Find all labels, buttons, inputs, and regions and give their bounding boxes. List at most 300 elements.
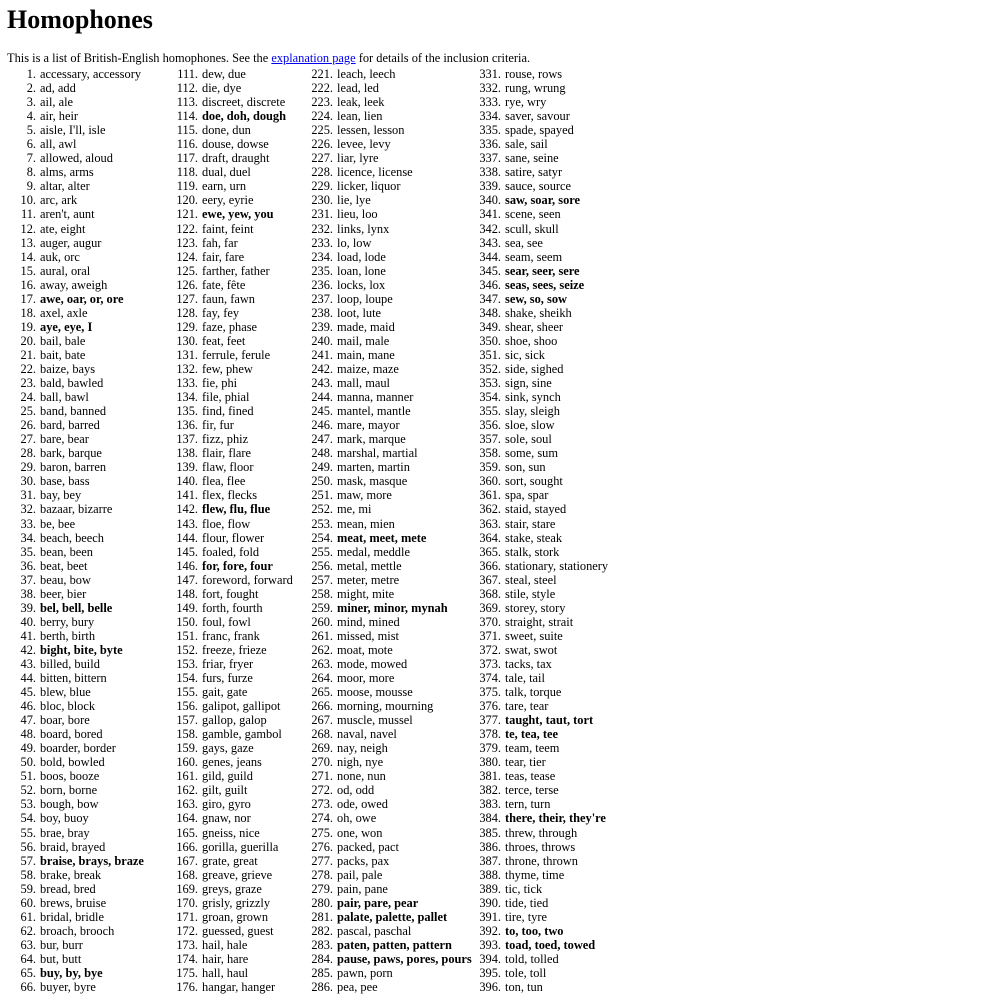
entry-number: 339. [479,179,501,194]
entry-number: 282. [311,923,333,938]
homophone-entry [0,432,144,446]
entry-number: 342. [479,221,501,236]
homophone-entry [304,502,472,516]
entry-number: 139. [176,460,198,475]
homophone-entry [0,292,144,306]
entry-words: gays, gaze [202,741,254,756]
entry-number: 126. [176,277,198,292]
homophone-entry [0,769,144,783]
entry-number: 154. [176,671,198,686]
entry-number: 280. [311,895,333,910]
entry-number: 13. [20,235,36,250]
homophone-entry [0,966,144,980]
homophone-entry [0,278,144,292]
homophone-entry [171,952,293,966]
entry-number: 285. [311,966,333,980]
entry-words: sear, seer, sere [505,263,580,278]
entry-words: oh, owe [337,811,377,826]
homophone-entry [474,67,608,81]
homophone-entry [0,222,144,236]
entry-number: 236. [311,277,333,292]
homophone-entry [474,95,608,109]
entry-words: brake, break [40,867,102,882]
entry-words: ton, tun [505,980,543,995]
entry-number: 381. [479,769,501,784]
entry-words: straight, strait [505,614,574,629]
entry-number: 52. [20,783,36,798]
entry-words: buy, by, bye [40,966,103,980]
homophone-entry [474,460,608,474]
intro-text-after: for details of the inclusion criteria. [355,51,531,65]
entry-words: stile, style [505,586,556,601]
homophone-entry [304,601,472,615]
entry-number: 334. [479,109,501,124]
homophone-entry [304,882,472,896]
entry-number: 347. [479,291,501,306]
entry-words: braise, brays, braze [40,853,144,868]
homophone-entry [171,938,293,952]
homophone-entry [0,207,144,221]
entry-words: rung, wrung [505,81,566,96]
homophone-entry [474,811,608,825]
entry-number: 161. [176,769,198,784]
homophone-entry [304,474,472,488]
entry-words: aye, eye, I [40,319,93,334]
homophone-entry [0,446,144,460]
entry-number: 132. [176,361,198,376]
entry-words: lo, low [337,235,372,250]
homophone-entry [0,376,144,390]
homophone-entry [474,545,608,559]
entry-words: swat, swot [505,642,558,657]
homophone-entry [171,123,293,137]
entry-words: genes, jeans [202,755,262,770]
entry-words: gamble, gambol [202,727,282,742]
entry-words: muscle, mussel [337,713,413,728]
entry-number: 20. [20,333,36,348]
entry-words: for, fore, four [202,558,273,573]
entry-words: bazaar, bizarre [40,502,113,517]
entry-number: 223. [311,95,333,110]
homophone-entry [474,222,608,236]
homophone-entry [474,713,608,727]
homophone-entry [304,488,472,502]
entry-words: band, banned [40,404,107,419]
entry-words: throes, throws [505,839,576,854]
entry-words: shoe, shoo [505,333,558,348]
entry-number: 35. [20,544,36,559]
entry-words: beau, bow [40,572,91,587]
entry-words: be, bee [40,516,76,531]
homophone-entry [304,966,472,980]
entry-words: bald, bawled [40,376,104,391]
entry-number: 383. [479,797,501,812]
homophone-entry [474,601,608,615]
explanation-page-link[interactable]: explanation page [271,51,356,65]
homophone-entry [0,615,144,629]
entry-words: metal, mettle [337,558,402,573]
entry-words: bridal, bridle [40,909,104,924]
entry-words: berth, birth [40,628,96,643]
entry-words: freeze, frieze [202,642,267,657]
homophone-entry [304,545,472,559]
entry-words: od, odd [337,783,375,798]
homophone-entry [304,278,472,292]
homophone-entry [304,699,472,713]
entry-number: 239. [311,319,333,334]
entry-words: tacks, tax [505,656,552,671]
entry-words: boos, booze [40,769,100,784]
entry-words: fair, fare [202,249,245,264]
homophone-entry [171,207,293,221]
entry-number: 56. [20,839,36,854]
entry-words: load, lode [337,249,386,264]
entry-number: 127. [176,291,198,306]
homophone-entry [474,362,608,376]
entry-words: gneiss, nice [202,825,260,840]
homophone-entry [304,137,472,151]
entry-number: 354. [479,390,501,405]
homophone-entry [171,137,293,151]
entry-number: 392. [479,923,501,938]
entry-number: 111. [177,67,198,81]
homophone-entry [171,980,293,994]
entry-number: 50. [20,755,36,770]
entry-number: 47. [20,713,36,728]
entry-words: bark, barque [40,446,102,461]
entry-words: flex, flecks [202,488,258,503]
entry-number: 366. [479,558,501,573]
entry-words: satire, satyr [505,165,563,180]
homophone-entry [304,797,472,811]
entry-number: 66. [20,980,36,995]
entry-number: 7. [26,151,36,166]
homophone-entry [304,657,472,671]
entry-number: 237. [311,291,333,306]
entry-number: 168. [176,867,198,882]
homophone-entry [171,587,293,601]
entry-words: fate, fête [202,277,246,292]
entry-number: 36. [20,558,36,573]
homophone-entry [304,109,472,123]
entry-words: sort, sought [505,474,563,489]
entry-words: earn, urn [202,179,247,194]
entry-number: 233. [311,235,333,250]
homophone-entry [0,545,144,559]
entry-words: find, fined [202,404,254,419]
entry-words: alms, arms [40,165,94,180]
entry-number: 380. [479,755,501,770]
entry-number: 170. [176,895,198,910]
entry-number: 55. [20,825,36,840]
homophone-entry [304,222,472,236]
entry-words: lessen, lesson [337,123,405,138]
entry-words: lieu, loo [337,207,378,222]
entry-words: blew, blue [40,685,91,700]
homophone-entry [474,390,608,404]
entry-words: shake, sheikh [505,305,572,320]
entry-words: boarder, border [40,741,116,756]
entry-number: 232. [311,221,333,236]
entry-words: sloe, slow [505,418,555,433]
entry-number: 116. [176,137,198,152]
entry-number: 61. [20,909,36,924]
entry-number: 174. [176,951,198,966]
entry-words: eery, eyrie [202,193,254,208]
homophone-entry [474,404,608,418]
entry-words: bloc, block [40,699,96,714]
entry-number: 39. [20,600,36,615]
entry-number: 227. [311,151,333,166]
entry-number: 24. [20,390,36,405]
homophone-entry [474,699,608,713]
homophone-entry [171,840,293,854]
homophone-entry [0,306,144,320]
entry-words: tide, tied [505,895,549,910]
homophone-entry [171,474,293,488]
entry-number: 130. [176,333,198,348]
entry-number: 44. [20,671,36,686]
entry-number: 22. [20,361,36,376]
homophone-entry [474,938,608,952]
entry-number: 374. [479,671,501,686]
homophone-entry [0,151,144,165]
entry-words: pain, pane [337,881,388,896]
entry-number: 249. [311,460,333,475]
entry-number: 17. [20,291,36,306]
homophone-entry [304,685,472,699]
entry-words: main, mane [337,347,395,362]
homophone-entry [171,109,293,123]
entry-number: 43. [20,656,36,671]
homophone-entry [474,980,608,994]
entry-number: 34. [20,530,36,545]
entry-number: 141. [176,488,198,503]
entry-number: 270. [311,755,333,770]
homophone-entry [0,727,144,741]
homophone-entry [0,362,144,376]
entry-words: galipot, gallipot [202,699,281,714]
entry-words: bail, bale [40,333,86,348]
homophone-entry [171,924,293,938]
entry-words: discreet, discrete [202,95,286,110]
entry-number: 119. [176,179,198,194]
homophone-entry [474,769,608,783]
homophone-entry [0,573,144,587]
entry-number: 31. [20,488,36,503]
entry-number: 2. [26,81,36,96]
homophone-entry [171,390,293,404]
homophone-entry [171,713,293,727]
entry-words: nigh, nye [337,755,384,770]
entry-words: threw, through [505,825,578,840]
homophone-entry [171,488,293,502]
entry-number: 46. [20,699,36,714]
homophone-entry [474,657,608,671]
entry-words: paten, patten, pattern [337,937,452,952]
entry-words: hair, hare [202,951,249,966]
entry-words: foreword, forward [202,572,293,587]
homophone-entry [171,727,293,741]
entry-number: 238. [311,305,333,320]
entry-words: saw, soar, sore [505,193,581,208]
entry-number: 389. [479,881,501,896]
entry-words: te, tea, tee [505,727,558,742]
entry-words: meat, meet, mete [337,530,427,545]
homophone-entry [171,868,293,882]
homophone-entry [171,193,293,207]
entry-number: 18. [20,305,36,320]
entry-words: fort, fought [202,586,259,601]
entry-words: mode, mowed [337,656,408,671]
homophone-entry [0,783,144,797]
homophone-entry [474,376,608,390]
entry-words: braid, brayed [40,839,106,854]
entry-number: 382. [479,783,501,798]
entry-words: fizz, phiz [202,432,249,447]
homophone-entry [474,488,608,502]
homophone-entry [304,713,472,727]
entry-number: 343. [479,235,501,250]
entry-words: gnaw, nor [202,811,251,826]
entry-number: 360. [479,474,501,489]
homophone-entry [0,980,144,994]
entry-number: 153. [176,656,198,671]
entry-words: floe, flow [202,516,251,531]
homophone-entry [304,826,472,840]
entry-number: 341. [479,207,501,222]
entry-number: 12. [20,221,36,236]
homophone-entry [0,348,144,362]
entry-words: sauce, source [505,179,572,194]
entry-number: 122. [176,221,198,236]
entry-number: 33. [20,516,36,531]
entry-words: talk, torque [505,685,562,700]
homophone-entry [474,418,608,432]
entry-words: faze, phase [202,319,258,334]
homophone-entry [474,348,608,362]
homophone-entry [171,573,293,587]
homophone-entry [171,966,293,980]
homophone-entry [171,517,293,531]
homophone-entry [0,193,144,207]
entry-number: 335. [479,123,501,138]
entry-number: 157. [176,713,198,728]
homophone-entry [171,404,293,418]
entry-number: 258. [311,586,333,601]
entry-words: shear, sheer [505,319,563,334]
entry-words: mall, maul [337,376,390,391]
homophone-entry [474,250,608,264]
entry-number: 226. [311,137,333,152]
entry-words: tare, tear [505,699,549,714]
homophone-entry [474,81,608,95]
entry-words: allowed, aloud [40,151,113,166]
homophone-entry [0,67,144,81]
entry-words: flea, flee [202,474,246,489]
entry-words: storey, story [505,600,566,615]
homophone-entry [0,179,144,193]
entry-words: slay, sleigh [505,404,560,419]
entry-number: 62. [20,923,36,938]
homophone-entry [474,320,608,334]
entry-number: 355. [479,404,501,419]
homophone-entry [304,446,472,460]
homophone-entry [474,840,608,854]
entry-number: 396. [479,980,501,995]
homophone-entry [304,643,472,657]
homophone-entry [474,179,608,193]
homophone-entry [474,151,608,165]
entry-words: terce, terse [505,783,559,798]
entry-number: 147. [176,572,198,587]
entry-number: 273. [311,797,333,812]
entry-number: 175. [176,966,198,980]
entry-number: 149. [176,600,198,615]
entry-number: 224. [311,109,333,124]
entry-words: mean, mien [337,516,395,531]
entry-words: grate, great [202,853,258,868]
homophone-entry [0,713,144,727]
homophone-entry [474,264,608,278]
entry-words: gallop, galop [202,713,267,728]
entry-words: marshal, martial [337,446,418,461]
entry-number: 345. [479,263,501,278]
homophone-entry [0,868,144,882]
entry-words: mind, mined [337,614,400,629]
entry-number: 164. [176,811,198,826]
homophone-entry [474,826,608,840]
entry-number: 277. [311,853,333,868]
entry-words: bold, bowled [40,755,105,770]
entry-number: 230. [311,193,333,208]
entry-number: 250. [311,474,333,489]
homophone-entry [474,868,608,882]
entry-number: 125. [176,263,198,278]
homophone-entry [304,980,472,994]
entry-number: 146. [176,558,198,573]
entry-words: foul, fowl [202,614,251,629]
homophone-entry [304,615,472,629]
entry-number: 37. [20,572,36,587]
homophone-entry [304,938,472,952]
entry-number: 115. [176,123,198,138]
homophone-entry [0,643,144,657]
entry-words: lead, led [337,81,379,96]
homophone-entry [474,685,608,699]
entry-number: 235. [311,263,333,278]
entry-words: rouse, rows [505,67,563,81]
entry-number: 151. [176,628,198,643]
entry-number: 351. [479,347,501,362]
entry-words: billed, build [40,656,100,671]
entry-words: mark, marque [337,432,406,447]
entry-number: 234. [311,249,333,264]
entry-number: 9. [26,179,36,194]
entry-number: 143. [176,516,198,531]
entry-number: 286. [311,980,333,995]
entry-words: but, butt [40,951,82,966]
homophone-entry [0,811,144,825]
entry-number: 65. [20,966,36,980]
homophone-entry [304,573,472,587]
entry-words: lean, lien [337,109,383,124]
entry-number: 252. [311,502,333,517]
entry-number: 281. [311,909,333,924]
entry-number: 51. [20,769,36,784]
entry-number: 378. [479,727,501,742]
homophone-entry [0,910,144,924]
